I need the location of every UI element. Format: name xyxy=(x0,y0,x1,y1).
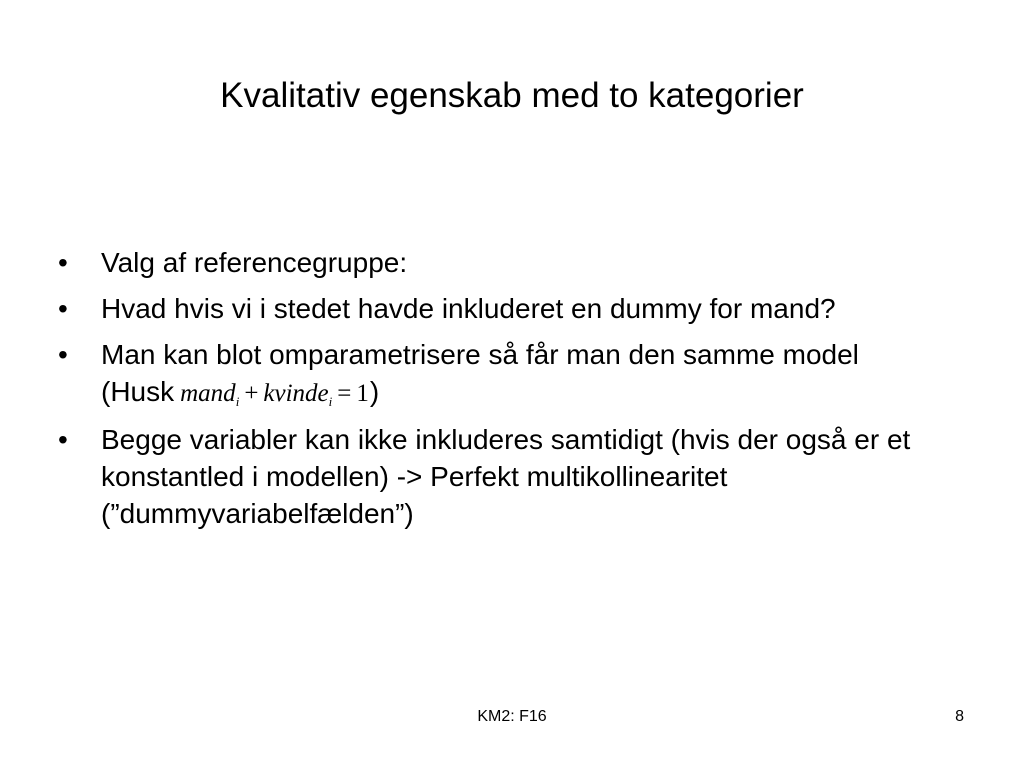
formula-subscript: i xyxy=(235,394,240,409)
bullet-text-close: ) xyxy=(369,376,380,407)
bullet-text: Valg af referencegruppe: xyxy=(101,247,408,278)
bullet-list xyxy=(58,244,958,541)
list-item xyxy=(58,244,958,281)
bullet-marker: • xyxy=(58,339,68,370)
formula-term-kvinde: kvinde xyxy=(263,380,329,407)
bullet-text: Man kan blot omparametrisere så får man den samme model (Husk xyxy=(101,339,859,407)
formula-equals: = xyxy=(337,380,352,407)
footer-text: KM2: F16 xyxy=(477,708,547,725)
bullet-text: Begge variabler kan ikke inkluderes samtidigt (hvis der også er et konstantled i modellen) -> Perfekt multikollinearitet (”dummyvariabelfælden”) xyxy=(101,424,911,529)
bullet-marker: • xyxy=(58,247,68,278)
page-number: 8 xyxy=(955,708,964,725)
list-item xyxy=(58,421,958,532)
formula-subscript: i xyxy=(328,394,333,409)
bullet-marker: • xyxy=(58,424,68,455)
bullet-text: Hvad hvis vi i stedet havde inkluderet en dummy for mand? xyxy=(101,293,836,324)
list-item xyxy=(58,290,958,327)
formula-plus: + xyxy=(244,380,259,407)
formula-term-mand: mand xyxy=(180,380,236,407)
slide-title: Kvalitativ egenskab med to kategorier xyxy=(220,76,804,115)
bullet-marker: • xyxy=(58,293,68,324)
formula-value: 1 xyxy=(356,380,369,407)
list-item xyxy=(58,336,958,412)
formula xyxy=(180,380,369,407)
